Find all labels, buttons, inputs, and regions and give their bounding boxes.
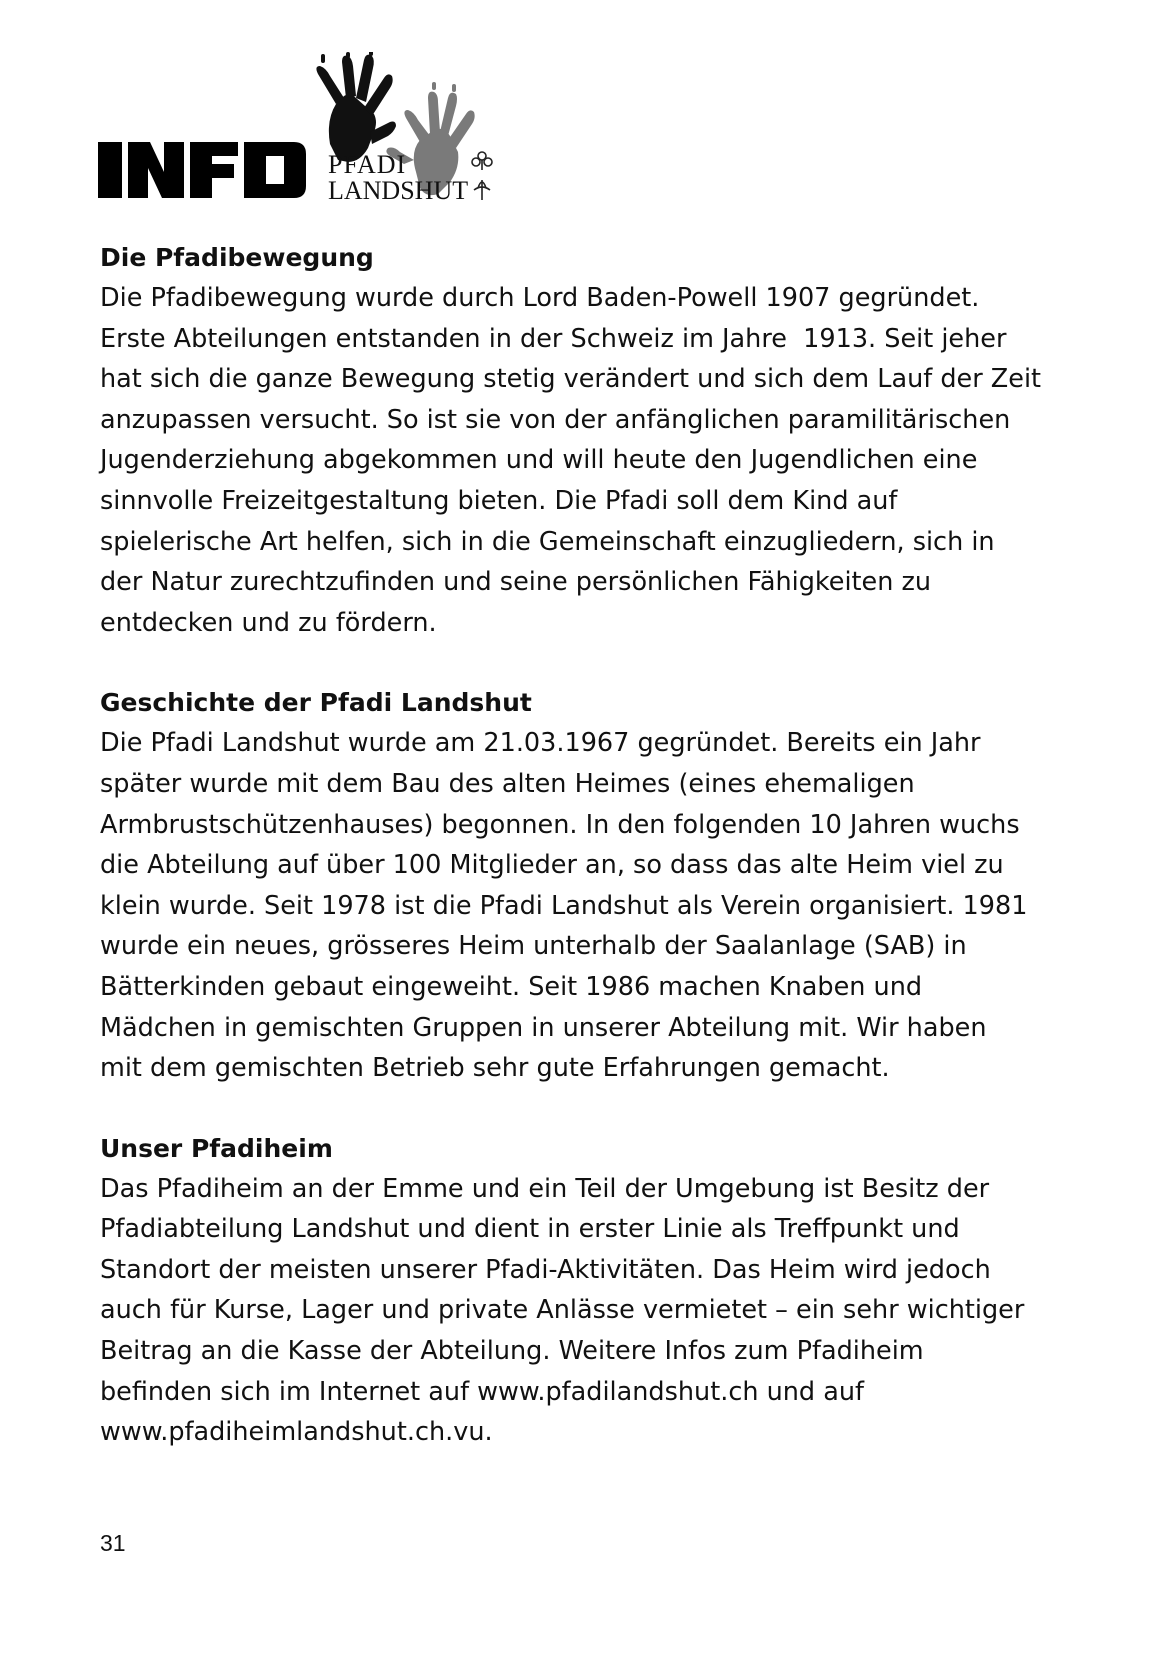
text-line: anzupassen versucht. So ist sie von der anfänglichen paramilitärischen bbox=[100, 404, 1011, 435]
text-line: Mädchen in gemischten Gruppen in unserer Abteilung mit. Wir haben bbox=[100, 1012, 987, 1043]
text-line: die Abteilung auf über 100 Mitglieder an, so dass das alte Heim viel zu bbox=[100, 850, 1004, 881]
text-line: später wurde mit dem Bau des alten Heimes (eines ehemaligen bbox=[100, 768, 915, 799]
section-paragraph bbox=[100, 278, 1090, 643]
scout-emblem-icon bbox=[472, 152, 492, 200]
section-heading: Geschichte der Pfadi Landshut bbox=[100, 688, 532, 718]
section-paragraph bbox=[100, 1169, 1090, 1453]
section-heading: Unser Pfadiheim bbox=[100, 1133, 333, 1163]
section-geschichte bbox=[100, 683, 1090, 1088]
section-heading: Die Pfadibewegung bbox=[100, 243, 374, 272]
text-line: www.pfadiheimlandshut.ch.vu. bbox=[100, 1417, 493, 1448]
info-pfadi-logo bbox=[98, 52, 518, 222]
text-line: Bätterkinden gebaut eingeweiht. Seit 1986 machen Knaben und bbox=[100, 971, 923, 1002]
page-number: 31 bbox=[100, 1530, 126, 1556]
text-line: sinnvolle Freizeitgestaltung bieten. Die Pfadi soll dem Kind auf bbox=[100, 485, 898, 516]
document-body bbox=[100, 238, 1090, 1493]
org-name-line1: PFADI bbox=[328, 150, 407, 179]
text-line: wurde ein neues, grösseres Heim unterhalb der Saalanlage (SAB) in bbox=[100, 931, 967, 962]
text-line: Beitrag an die Kasse der Abteilung. Weitere Infos zum Pfadiheim bbox=[100, 1336, 924, 1367]
text-line: auch für Kurse, Lager und private Anlässe vermietet – ein sehr wichtiger bbox=[100, 1295, 1025, 1326]
org-name-line2: LANDSHUT bbox=[328, 176, 469, 205]
section-paragraph bbox=[100, 723, 1090, 1088]
text-line: Standort der meisten unserer Pfadi-Aktivitäten. Das Heim wird jedoch bbox=[100, 1254, 991, 1285]
text-line: Armbrustschützenhauses) begonnen. In den folgenden 10 Jahren wuchs bbox=[100, 809, 1020, 840]
text-line: hat sich die ganze Bewegung stetig verändert und sich dem Lauf der Zeit bbox=[100, 364, 1042, 395]
text-line: Die Pfadi Landshut wurde am 21.03.1967 gegründet. Bereits ein Jahr bbox=[100, 728, 981, 759]
section-pfadiheim bbox=[100, 1129, 1090, 1453]
info-wordmark bbox=[98, 142, 306, 198]
text-line: Das Pfadiheim an der Emme und ein Teil der Umgebung ist Besitz der bbox=[100, 1173, 990, 1204]
section-pfadibewegung bbox=[100, 238, 1090, 643]
text-line: mit dem gemischten Betrieb sehr gute Erfahrungen gemacht. bbox=[100, 1053, 890, 1084]
text-line: Die Pfadibewegung wurde durch Lord Baden-Powell 1907 gegründet. bbox=[100, 283, 980, 313]
text-line: der Natur zurechtzufinden und seine persönlichen Fähigkeiten zu bbox=[100, 567, 932, 598]
text-line: Jugenderziehung abgekommen und will heute den Jugendlichen eine bbox=[100, 445, 978, 476]
text-line: befinden sich im Internet auf www.pfadilandshut.ch und auf bbox=[100, 1376, 864, 1407]
text-line: Erste Abteilungen entstanden in der Schweiz im Jahre 1913. Seit jeher bbox=[100, 323, 1007, 354]
text-line: spielerische Art helfen, sich in die Gemeinschaft einzugliedern, sich in bbox=[100, 526, 995, 557]
black-handprint-icon bbox=[316, 52, 396, 162]
text-line: klein wurde. Seit 1978 ist die Pfadi Landshut als Verein organisiert. 1981 bbox=[100, 890, 1028, 921]
text-line: Pfadiabteilung Landshut und dient in erster Linie als Treffpunkt und bbox=[100, 1214, 960, 1245]
text-line: entdecken und zu fördern. bbox=[100, 607, 437, 638]
